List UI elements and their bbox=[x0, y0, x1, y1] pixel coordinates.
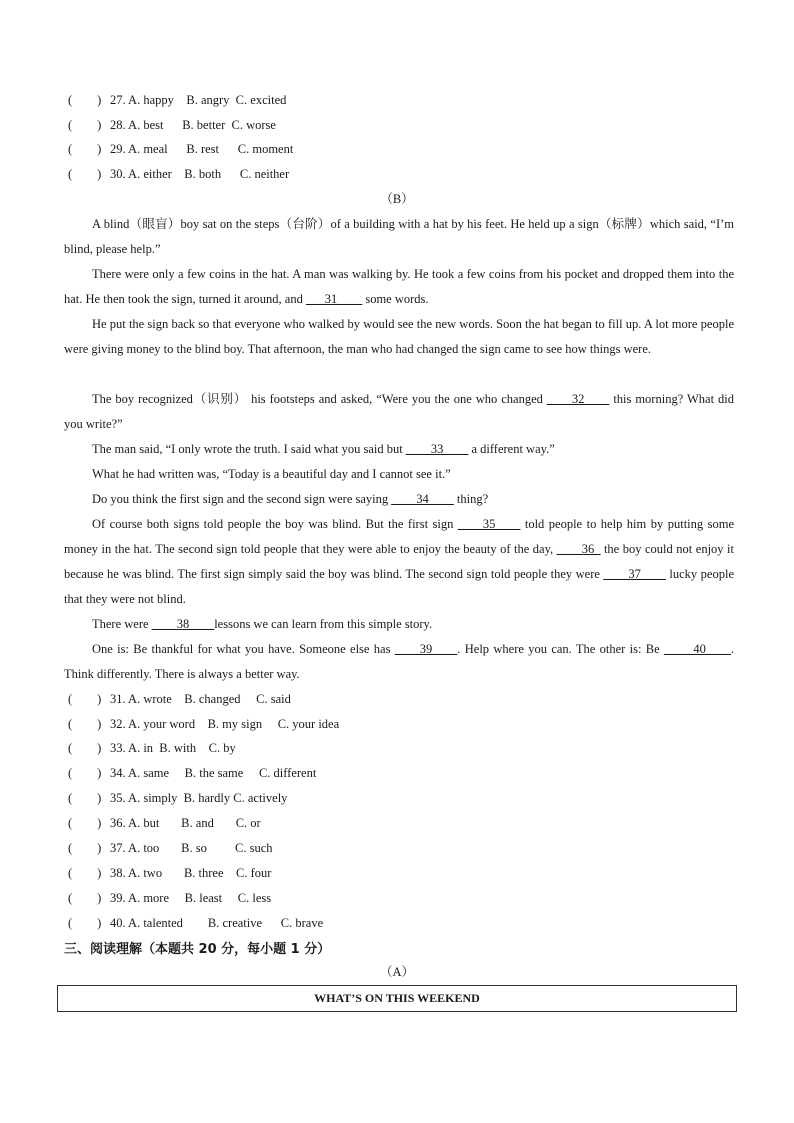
answer-paren[interactable]: ( ) bbox=[68, 692, 102, 706]
option-row bbox=[68, 689, 291, 709]
blank-field[interactable]: ___31____ bbox=[305, 292, 363, 306]
answer-paren[interactable]: ( ) bbox=[68, 866, 102, 880]
answer-paren[interactable]: ( ) bbox=[68, 816, 102, 830]
option-row bbox=[68, 763, 316, 783]
weekend-title: WHAT’S ON THIS WEEKEND bbox=[314, 991, 480, 1005]
blank-field[interactable]: ____33____ bbox=[405, 442, 469, 456]
paragraph-text: . Think differently. There is always a better way. bbox=[64, 642, 734, 681]
passage-paragraph bbox=[64, 487, 734, 512]
passage-paragraph bbox=[64, 512, 734, 612]
blank-field[interactable]: ____36_ bbox=[556, 542, 601, 556]
option-row bbox=[68, 90, 286, 110]
passage-paragraph bbox=[64, 212, 734, 262]
option-text: 35. A. simply B. hardly C. actively bbox=[110, 791, 288, 805]
answer-paren[interactable]: ( ) bbox=[68, 841, 102, 855]
paragraph-text: He put the sign back so that everyone who walked by would see the new words. Soon the hat began to fill up. A lot more people were giving money to the blind boy. That afternoon, the man who had changed the sign came to see how things were. bbox=[64, 317, 734, 356]
passage-paragraph bbox=[64, 612, 734, 637]
blank-field[interactable]: ____34____ bbox=[391, 492, 454, 506]
option-row bbox=[68, 913, 323, 933]
option-text: 40. A. talented B. creative C. brave bbox=[110, 916, 324, 930]
answer-paren[interactable]: ( ) bbox=[68, 717, 102, 731]
option-text: 30. A. either B. both C. neither bbox=[110, 167, 290, 181]
paragraph-text: lucky people that they were not blind. bbox=[64, 567, 734, 606]
blank-field[interactable]: ____39____ bbox=[394, 642, 458, 656]
option-row bbox=[68, 115, 276, 135]
option-row bbox=[68, 863, 271, 883]
option-text: 39. A. more B. least C. less bbox=[110, 891, 272, 905]
paragraph-text: The boy recognized（识别） his footsteps and asked, “Were you the one who changed bbox=[92, 392, 547, 406]
option-text: 31. A. wrote B. changed C. said bbox=[110, 692, 291, 706]
paragraph-text: lessons we can learn from this simple story. bbox=[214, 617, 433, 631]
answer-paren[interactable]: ( ) bbox=[68, 167, 102, 181]
option-row bbox=[68, 714, 339, 734]
option-text: 28. A. best B. better C. worse bbox=[110, 118, 276, 132]
paragraph-text: Of course both signs told people the boy was blind. But the first sign bbox=[92, 517, 458, 531]
option-text: 38. A. two B. three C. four bbox=[110, 866, 272, 880]
option-text: 34. A. same B. the same C. different bbox=[110, 766, 317, 780]
passage-paragraph bbox=[64, 262, 734, 312]
answer-paren[interactable]: ( ) bbox=[68, 142, 102, 156]
option-text: 37. A. too B. so C. such bbox=[110, 841, 273, 855]
weekend-title-box bbox=[57, 985, 737, 1012]
answer-paren[interactable]: ( ) bbox=[68, 118, 102, 132]
option-text: 29. A. meal B. rest C. moment bbox=[110, 142, 294, 156]
paragraph-text: thing? bbox=[453, 492, 489, 506]
option-row bbox=[68, 738, 236, 758]
paragraph-text: some words. bbox=[362, 292, 429, 306]
paragraph-text: this morning? What did you write?” bbox=[64, 392, 734, 431]
blank-field[interactable]: ____37____ bbox=[603, 567, 666, 581]
section-a-title: （A） bbox=[379, 965, 415, 979]
option-text: 27. A. happy B. angry C. excited bbox=[110, 93, 287, 107]
paragraph-text: . Help where you can. The other is: Be bbox=[457, 642, 665, 656]
option-row bbox=[68, 788, 287, 808]
paragraph-text: A blind（眼盲）boy sat on the steps（台阶）of a building with a hat by his feet. He held up a sign（标牌）which said, “I’m blind, please help.” bbox=[64, 217, 734, 256]
section-three-heading: 三、阅读理解（本题共 20 分，每小题 1 分） bbox=[64, 942, 331, 957]
paragraph-text: There were only a few coins in the hat. A man was walking by. He took a few coins from his pocket and dropped them into the hat. He then took the sign, turned it around, and bbox=[64, 267, 734, 306]
passage-paragraph bbox=[64, 637, 734, 687]
paragraph-text: One is: Be thankful for what you have. Someone else has bbox=[92, 642, 395, 656]
option-text: 32. A. your word B. my sign C. your idea bbox=[110, 717, 340, 731]
answer-paren[interactable]: ( ) bbox=[68, 791, 102, 805]
passage-paragraph bbox=[64, 462, 734, 487]
paragraph-text: Do you think the first sign and the second sign were saying bbox=[92, 492, 392, 506]
option-row bbox=[68, 813, 261, 833]
blank-field[interactable]: ____38____ bbox=[151, 617, 215, 631]
paragraph-text: There were bbox=[92, 617, 152, 631]
answer-paren[interactable]: ( ) bbox=[68, 741, 102, 755]
paragraph-text: the boy could not enjoy it because he was blind. The first sign simply said the boy was blind. The second sign told people they were bbox=[64, 542, 734, 581]
option-row bbox=[68, 139, 293, 159]
paragraph-text: The man said, “I only wrote the truth. I said what you said but bbox=[92, 442, 406, 456]
paragraph-text: a different way.” bbox=[468, 442, 555, 456]
paragraph-text: What he had written was, “Today is a beautiful day and I cannot see it.” bbox=[92, 467, 451, 481]
passage-paragraph bbox=[64, 387, 734, 437]
answer-paren[interactable]: ( ) bbox=[68, 766, 102, 780]
answer-paren[interactable]: ( ) bbox=[68, 93, 102, 107]
option-row bbox=[68, 888, 271, 908]
option-row bbox=[68, 838, 273, 858]
paragraph-text: told people to help him by putting some money in the hat. The second sign told people that they were able to enjoy the beauty of the day, bbox=[64, 517, 735, 556]
passage-paragraph bbox=[64, 437, 734, 462]
blank-field[interactable]: ____32____ bbox=[546, 392, 610, 406]
option-row bbox=[68, 164, 289, 184]
blank-field[interactable]: ____35____ bbox=[457, 517, 521, 531]
blank-field[interactable]: ____ 40____ bbox=[664, 642, 731, 656]
section-b-title: （B） bbox=[380, 192, 414, 206]
answer-paren[interactable]: ( ) bbox=[68, 916, 102, 930]
answer-paren[interactable]: ( ) bbox=[68, 891, 102, 905]
option-text: 33. A. in B. with C. by bbox=[110, 741, 236, 755]
passage-paragraph bbox=[64, 312, 734, 362]
option-text: 36. A. but B. and C. or bbox=[110, 816, 261, 830]
